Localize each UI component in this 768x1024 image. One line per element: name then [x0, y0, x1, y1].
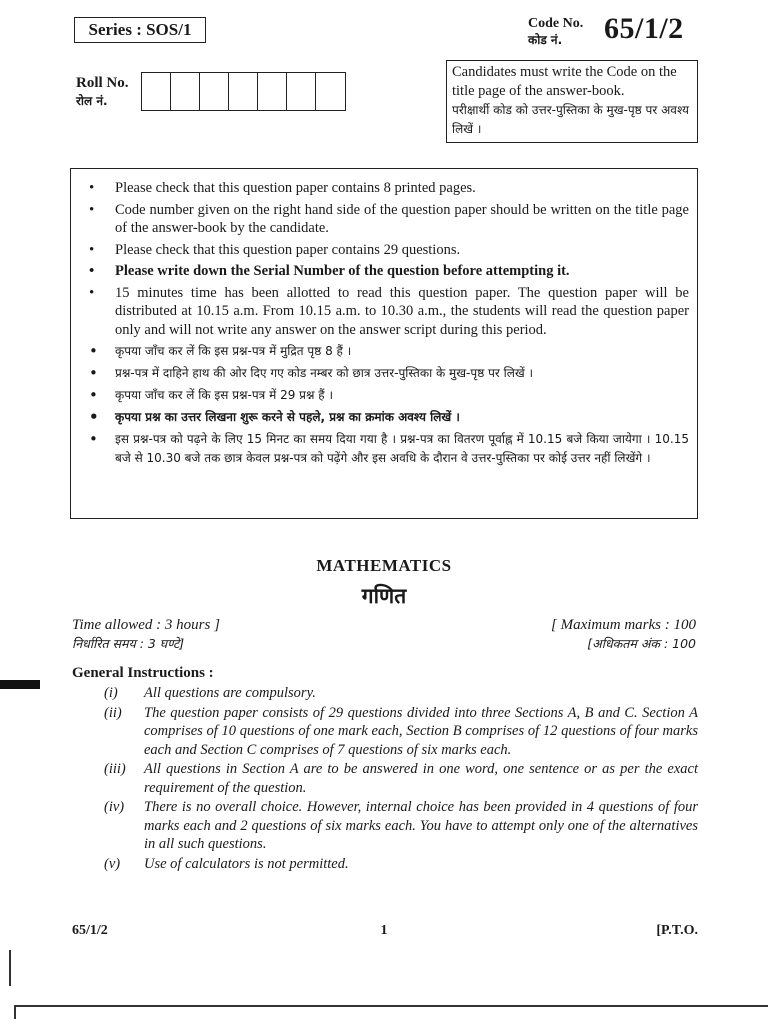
instructions-list [89, 179, 689, 471]
instruction-item: • Please check that this question paper contains 29 questions. [89, 241, 689, 260]
instruction-item: • Code number given on the right hand side of the question paper should be written on the title page of the answer-book by the candidate. [89, 201, 689, 238]
code-label-hi: कोड नं. [528, 33, 563, 47]
scan-rule [14, 1005, 768, 1007]
subject-title-hi: गणित [361, 584, 407, 608]
general-instruction-item [104, 684, 698, 703]
instructions-box [70, 168, 698, 519]
instruction-item: • Please check that this question paper contains 8 printed pages. [89, 179, 689, 198]
roll-number-boxes[interactable] [141, 72, 346, 111]
pto-label: [P.T.O. [656, 923, 698, 938]
instruction-item: • इस प्रश्न-पत्र को पढ़ने के लिए 15 मिनट का समय दिया गया है । प्रश्न-पत्र का वितरण पूर्वाह्न में 10.15 बजे किया जायेगा । 10.15 बजे से 10.30 बजे तक छात्र केवल प्रश्न-पत्र को पढ़ेंगे और इस अवधि के दौरान वे उत्तर-पुस्तिका पर कोई उत्तर नहीं लिखेंगे । [89, 430, 689, 468]
roll-number-cell[interactable] [316, 73, 345, 110]
candidate-note-en: Candidates must write the Code on the title page of the answer-book. [452, 64, 677, 99]
general-instructions-heading: General Instructions : [72, 665, 214, 681]
candidate-note-box [446, 60, 698, 143]
roll-number-cell[interactable] [287, 73, 316, 110]
page-number: 1 [380, 923, 388, 938]
general-instruction-item [104, 704, 698, 760]
instruction-item: • प्रश्न-पत्र में दाहिने हाथ की ओर दिए गए कोड नम्बर को छात्र उत्तर-पुस्तिका के मुख-पृष्ठ पर लिखें । [89, 364, 689, 383]
instruction-item: • कृपया प्रश्न का उत्तर लिखना शुरू करने से पहले, प्रश्न का क्रमांक अवश्य लिखें । [89, 408, 689, 427]
roll-number-cell[interactable] [229, 73, 258, 110]
scan-mark [0, 680, 40, 689]
general-instruction-text: Use of calculators is not permitted. [144, 855, 349, 872]
general-instruction-text: All questions are compulsory. [144, 685, 316, 701]
general-instructions-list [104, 684, 698, 874]
general-instruction-text: All questions in Section A are to be answered in one word, one sentence or as per the exact requirement of the question. [144, 761, 698, 796]
roll-number-cell[interactable] [171, 73, 200, 110]
general-instruction-item [104, 855, 698, 874]
roll-number-cell[interactable] [258, 73, 287, 110]
general-instruction-number: (i) [104, 685, 118, 701]
instruction-item: • कृपया जाँच कर लें कि इस प्रश्न-पत्र में 29 प्रश्न हैं । [89, 386, 689, 405]
general-instruction-item [104, 798, 698, 854]
roll-number-cell[interactable] [200, 73, 229, 110]
general-instruction-number: (v) [104, 855, 121, 872]
time-allowed-en: Time allowed : 3 hours ] [72, 617, 220, 633]
series-label: Series : SOS/1 [74, 17, 206, 43]
general-instruction-item [104, 760, 698, 797]
general-instruction-text: There is no overall choice. However, internal choice has been provided in 4 questions of four marks each and 2 questions of six marks each. You have to attempt only one of the alternatives in all such questions. [144, 799, 698, 852]
scan-tick [9, 950, 11, 986]
max-marks-hi: [अधिकतम अंक : 100 [587, 636, 696, 651]
roll-number-cell[interactable] [142, 73, 171, 110]
time-allowed-hi: निर्धारित समय : 3 घण्टे] [72, 636, 185, 651]
code-label-en: Code No. [528, 16, 584, 31]
footer-code: 65/1/2 [72, 923, 108, 938]
code-label [528, 16, 583, 48]
instruction-item: • कृपया जाँच कर लें कि इस प्रश्न-पत्र में मुद्रित पृष्ठ 8 हैं । [89, 342, 689, 361]
roll-label-hi: रोल नं. [76, 94, 108, 108]
candidate-note-hi: परीक्षार्थी कोड को उत्तर-पुस्तिका के मुख-पृष्ठ पर अवश्य लिखें । [452, 103, 689, 136]
subject-title-en: MATHEMATICS [316, 556, 452, 575]
general-instruction-number: (iv) [104, 799, 125, 815]
general-instruction-text: The question paper consists of 29 questions divided into three Sections A, B and C. Section A comprises of 10 questions of one mark each, Section B comprises of 12 questions of four marks each and Section C comprises of 7 questions of six marks each. [144, 704, 698, 758]
roll-label [76, 74, 129, 110]
instruction-item: • 15 minutes time has been allotted to read this question paper. The question paper will be distributed at 10.15 a.m. From 10.15 a.m. to 10.30 a.m., the students will read the question paper only and will not write any answer on the answer script during this period. [89, 284, 689, 340]
roll-label-en: Roll No. [76, 75, 129, 91]
code-number: 65/1/2 [604, 12, 684, 45]
general-instruction-number: (iii) [104, 761, 126, 777]
instruction-item: • Please write down the Serial Number of the question before attempting it. [89, 262, 689, 281]
max-marks-en: [ Maximum marks : 100 [551, 617, 696, 633]
scan-rule-cap [14, 1005, 16, 1019]
general-instruction-number: (ii) [104, 704, 122, 721]
